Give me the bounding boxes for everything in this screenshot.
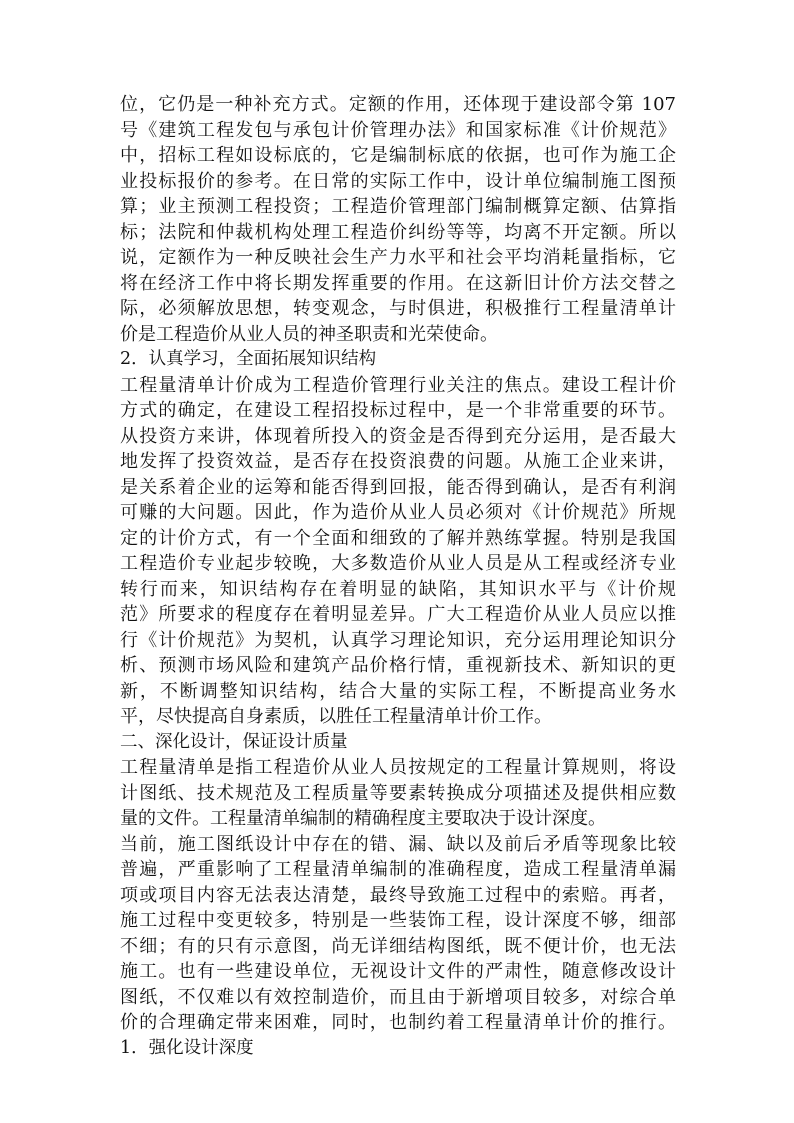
text-line: 转行而来，知识结构存在着明显的缺陷，其知识水平与《计价规 bbox=[120, 578, 676, 600]
text-line: 可赚的大问题。因此，作为造价从业人员必须对《计价规范》所规 bbox=[120, 502, 676, 523]
text-line: 量的文件。工程量清单编制的精确程度主要取决于设计深度。 bbox=[120, 808, 606, 829]
text-line: 不细；有的只有示意图，尚无详细结构图纸，既不便计价，也无法 bbox=[120, 935, 676, 957]
text-line: 从投资方来讲，体现着所投入的资金是否得到充分运用，是否最大 bbox=[120, 425, 676, 447]
text-line: 位，它仍是一种补充方式。定额的作用，还体现于建设部令第 107 bbox=[120, 94, 676, 115]
text-line: 定的计价方式，有一个全面和细致的了解并熟练掌握。特别是我国 bbox=[120, 527, 676, 549]
text-line: 号《建筑工程发包与承包计价管理办法》和国家标准《计价规范》 bbox=[120, 119, 676, 141]
text-line: 将在经济工作中将长期发挥重要的作用。在这新旧计价方法交替之 bbox=[120, 272, 676, 294]
document-page bbox=[120, 92, 676, 1061]
text-line: 工程量清单是指工程造价从业人员按规定的工程量计算规则，将设 bbox=[120, 757, 676, 778]
text-line: 工程量清单计价成为工程造价管理行业关注的焦点。建设工程计价 bbox=[120, 374, 676, 396]
section-heading: 1．强化设计深度 bbox=[120, 1037, 254, 1058]
text-line: 价是工程造价从业人员的神圣职责和光荣使命。 bbox=[120, 323, 498, 345]
text-line: 图纸，不仅难以有效控制造价，而且由于新增项目较多，对综合单 bbox=[120, 986, 676, 1008]
section-heading: 2．认真学习，全面拓展知识结构 bbox=[120, 349, 377, 369]
text-line: 项或项目内容无法表达清楚，最终导致施工过程中的索赔。再者， bbox=[120, 884, 676, 906]
text-line: 新，不断调整知识结构，结合大量的实际工程，不断提高业务水 bbox=[120, 680, 676, 702]
text-line: 是关系着企业的运筹和能否得到回报，能否得到确认，是否有利润 bbox=[120, 476, 676, 498]
text-line: 际，必须解放思想，转变观念，与时俱进，积极推行工程量清单计 bbox=[120, 298, 676, 319]
text-line: 范》所要求的程度存在着明显差异。广大工程造价从业人员应以推 bbox=[120, 604, 676, 625]
text-line: 工程造价专业起步较晚，大多数造价从业人员是从工程或经济专业 bbox=[120, 553, 676, 574]
text-line: 价的合理确定带来困难，同时，也制约着工程量清单计价的推行。 bbox=[120, 1012, 676, 1033]
text-line: 计图纸、技术规范及工程质量等要素转换成分项描述及提供相应数 bbox=[120, 782, 676, 804]
text-line: 析、预测市场风险和建筑产品价格行情，重视新技术、新知识的更 bbox=[120, 655, 676, 676]
section-heading: 二、深化设计，保证设计质量 bbox=[120, 731, 348, 752]
text-line: 当前，施工图纸设计中存在的错、漏、缺以及前后矛盾等现象比较 bbox=[120, 833, 676, 855]
text-line: 业投标报价的参考。在日常的实际工作中，设计单位编制施工图预 bbox=[120, 170, 676, 192]
text-line: 方式的确定，在建设工程招投标过程中，是一个非常重要的环节。 bbox=[120, 400, 676, 421]
text-line: 平，尽快提高自身素质，以胜任工程量清单计价工作。 bbox=[120, 706, 552, 727]
text-line: 标；法院和仲裁机构处理工程造价纠纷等等，均离不开定额。所以 bbox=[120, 221, 676, 243]
text-line: 算；业主预测工程投资；工程造价管理部门编制概算定额、估算指 bbox=[120, 196, 676, 217]
text-line: 行《计价规范》为契机，认真学习理论知识，充分运用理论知识分 bbox=[120, 629, 676, 651]
document-body bbox=[120, 92, 676, 1061]
text-line: 施工。也有一些建设单位，无视设计文件的严肃性，随意修改设计 bbox=[120, 961, 676, 982]
text-line: 中，招标工程如设标底的，它是编制标底的依据，也可作为施工企 bbox=[120, 145, 676, 166]
text-line: 施工过程中变更较多，特别是一些装饰工程，设计深度不够，细部 bbox=[120, 910, 676, 931]
text-line: 地发挥了投资效益，是否存在投资浪费的问题。从施工企业来讲， bbox=[120, 451, 676, 472]
text-line: 说，定额作为一种反映社会生产力水平和社会平均消耗量指标，它 bbox=[120, 247, 676, 268]
text-line: 普遍，严重影响了工程量清单编制的准确程度，造成工程量清单漏 bbox=[120, 859, 676, 880]
